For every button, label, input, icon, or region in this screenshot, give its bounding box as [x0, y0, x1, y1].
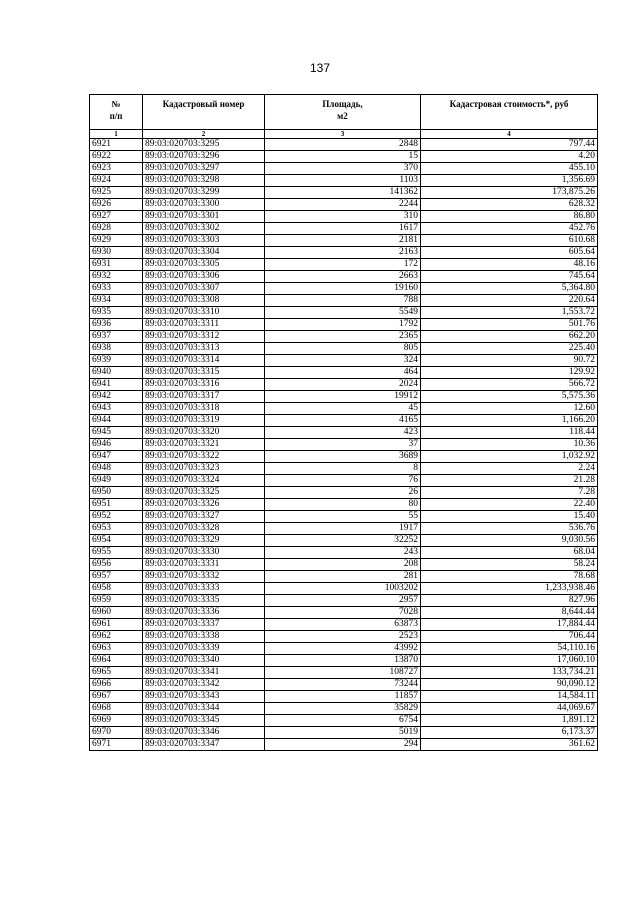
area-cell: 1917 [265, 523, 421, 535]
area-cell: 423 [265, 427, 421, 439]
row-index-cell: 6923 [90, 163, 143, 175]
cadastral-number-cell: 89:03:020703:3296 [143, 151, 265, 163]
cadastral-value-cell: 605.64 [421, 247, 598, 259]
table-row [90, 199, 598, 211]
row-index-cell: 6957 [90, 571, 143, 583]
table-row [90, 343, 598, 355]
cadastral-value-cell: 15.40 [421, 511, 598, 523]
area-cell: 2244 [265, 199, 421, 211]
column-number: 2 [143, 130, 265, 139]
row-index-cell: 6929 [90, 235, 143, 247]
cadastral-number-cell: 89:03:020703:3299 [143, 187, 265, 199]
cadastral-number-cell: 89:03:020703:3308 [143, 295, 265, 307]
row-index-cell: 6969 [90, 715, 143, 727]
row-index-cell: 6924 [90, 175, 143, 187]
cadastral-number-cell: 89:03:020703:3302 [143, 223, 265, 235]
table-row [90, 211, 598, 223]
cadastral-number-cell: 89:03:020703:3342 [143, 679, 265, 691]
header-cadastral-value-label: Кадастровая стоимость*, руб [449, 99, 569, 109]
cadastral-number-cell: 89:03:020703:3327 [143, 511, 265, 523]
table-row [90, 223, 598, 235]
area-cell: 5549 [265, 307, 421, 319]
row-index-cell: 6952 [90, 511, 143, 523]
cadastral-number-cell: 89:03:020703:3310 [143, 307, 265, 319]
area-cell: 2024 [265, 379, 421, 391]
header-index-symbol: № [111, 99, 121, 109]
table-row [90, 415, 598, 427]
row-index-cell: 6940 [90, 367, 143, 379]
cadastral-value-cell: 745.64 [421, 271, 598, 283]
cadastral-value-cell: 1,553.72 [421, 307, 598, 319]
area-cell: 1617 [265, 223, 421, 235]
row-index-cell: 6942 [90, 391, 143, 403]
table-row [90, 283, 598, 295]
cadastral-value-cell: 455.10 [421, 163, 598, 175]
table-row [90, 379, 598, 391]
cadastral-value-cell: 22.40 [421, 499, 598, 511]
row-index-cell: 6922 [90, 151, 143, 163]
cadastral-value-cell: 1,032.92 [421, 451, 598, 463]
cadastral-value-cell: 628.32 [421, 199, 598, 211]
table-row [90, 691, 598, 703]
area-cell: 5019 [265, 727, 421, 739]
area-cell: 281 [265, 571, 421, 583]
row-index-cell: 6950 [90, 487, 143, 499]
area-cell: 35829 [265, 703, 421, 715]
area-cell: 2848 [265, 139, 421, 151]
table-row [90, 523, 598, 535]
cadastral-number-cell: 89:03:020703:3344 [143, 703, 265, 715]
cadastral-value-cell: 44,069.67 [421, 703, 598, 715]
cadastral-number-cell: 89:03:020703:3335 [143, 595, 265, 607]
cadastral-value-cell: 536.76 [421, 523, 598, 535]
cadastral-number-cell: 89:03:020703:3340 [143, 655, 265, 667]
cadastral-number-cell: 89:03:020703:3318 [143, 403, 265, 415]
cadastral-number-cell: 89:03:020703:3298 [143, 175, 265, 187]
header-area-label: Площадь, [322, 99, 363, 109]
row-index-cell: 6928 [90, 223, 143, 235]
area-cell: 141362 [265, 187, 421, 199]
row-index-cell: 6934 [90, 295, 143, 307]
row-index-cell: 6959 [90, 595, 143, 607]
table-row [90, 727, 598, 739]
area-cell: 3689 [265, 451, 421, 463]
row-index-cell: 6926 [90, 199, 143, 211]
area-cell: 19160 [265, 283, 421, 295]
cadastral-number-cell: 89:03:020703:3325 [143, 487, 265, 499]
cadastral-number-cell: 89:03:020703:3303 [143, 235, 265, 247]
table-row [90, 331, 598, 343]
row-index-cell: 6960 [90, 607, 143, 619]
cadastral-value-cell: 78.68 [421, 571, 598, 583]
table-row [90, 511, 598, 523]
header-area-unit: м2 [337, 111, 348, 121]
table-row [90, 559, 598, 571]
row-index-cell: 6958 [90, 583, 143, 595]
cadastral-number-cell: 89:03:020703:3331 [143, 559, 265, 571]
header-cadastral-number-label: Кадастровый номер [162, 99, 245, 109]
cadastral-number-cell: 89:03:020703:3339 [143, 643, 265, 655]
cadastral-number-cell: 89:03:020703:3311 [143, 319, 265, 331]
table-row [90, 571, 598, 583]
row-index-cell: 6941 [90, 379, 143, 391]
table-row [90, 583, 598, 595]
area-cell: 55 [265, 511, 421, 523]
row-index-cell: 6970 [90, 727, 143, 739]
area-cell: 37 [265, 439, 421, 451]
row-index-cell: 6949 [90, 475, 143, 487]
cadastral-value-cell: 706.44 [421, 631, 598, 643]
cadastral-value-cell: 6,173.37 [421, 727, 598, 739]
cadastral-number-cell: 89:03:020703:3320 [143, 427, 265, 439]
cadastral-value-cell: 9,030.56 [421, 535, 598, 547]
cadastral-number-cell: 89:03:020703:3300 [143, 199, 265, 211]
area-cell: 76 [265, 475, 421, 487]
area-cell: 208 [265, 559, 421, 571]
cadastral-number-cell: 89:03:020703:3313 [143, 343, 265, 355]
area-cell: 324 [265, 355, 421, 367]
area-cell: 80 [265, 499, 421, 511]
cadastral-value-cell: 361.62 [421, 739, 598, 751]
cadastral-value-cell: 610.68 [421, 235, 598, 247]
area-cell: 13870 [265, 655, 421, 667]
cadastral-value-cell: 90,090.12 [421, 679, 598, 691]
cadastral-number-cell: 89:03:020703:3322 [143, 451, 265, 463]
area-cell: 2957 [265, 595, 421, 607]
cadastral-value-cell: 118.44 [421, 427, 598, 439]
table-row [90, 475, 598, 487]
cadastral-value-cell: 86.80 [421, 211, 598, 223]
row-index-cell: 6921 [90, 139, 143, 151]
cadastral-value-cell: 17,884.44 [421, 619, 598, 631]
row-index-cell: 6927 [90, 211, 143, 223]
area-cell: 7028 [265, 607, 421, 619]
cadastral-value-cell: 1,233,938.46 [421, 583, 598, 595]
table-row [90, 355, 598, 367]
cadastral-number-cell: 89:03:020703:3333 [143, 583, 265, 595]
cadastral-number-cell: 89:03:020703:3338 [143, 631, 265, 643]
cadastral-value-cell: 1,891.12 [421, 715, 598, 727]
table-row [90, 631, 598, 643]
header-index-abbr: п/п [109, 111, 123, 121]
row-index-cell: 6931 [90, 259, 143, 271]
header-cadastral-number [143, 95, 265, 130]
table-row [90, 715, 598, 727]
table-row [90, 175, 598, 187]
area-cell: 19912 [265, 391, 421, 403]
area-cell: 370 [265, 163, 421, 175]
cadastral-number-cell: 89:03:020703:3347 [143, 739, 265, 751]
cadastral-number-cell: 89:03:020703:3345 [143, 715, 265, 727]
table-row [90, 307, 598, 319]
cadastral-number-cell: 89:03:020703:3323 [143, 463, 265, 475]
cadastral-value-cell: 133,734.21 [421, 667, 598, 679]
row-index-cell: 6963 [90, 643, 143, 655]
cadastral-number-cell: 89:03:020703:3326 [143, 499, 265, 511]
header-index [90, 95, 143, 130]
area-cell: 2663 [265, 271, 421, 283]
cadastral-number-cell: 89:03:020703:3328 [143, 523, 265, 535]
cadastral-number-cell: 89:03:020703:3330 [143, 547, 265, 559]
area-cell: 1792 [265, 319, 421, 331]
area-cell: 6754 [265, 715, 421, 727]
cadastral-number-cell: 89:03:020703:3316 [143, 379, 265, 391]
table-row [90, 451, 598, 463]
area-cell: 45 [265, 403, 421, 415]
cadastral-value-cell: 8,644.44 [421, 607, 598, 619]
area-cell: 243 [265, 547, 421, 559]
row-index-cell: 6954 [90, 535, 143, 547]
row-index-cell: 6967 [90, 691, 143, 703]
row-index-cell: 6947 [90, 451, 143, 463]
table-row [90, 595, 598, 607]
row-index-cell: 6933 [90, 283, 143, 295]
cadastral-number-cell: 89:03:020703:3341 [143, 667, 265, 679]
row-index-cell: 6937 [90, 331, 143, 343]
row-index-cell: 6961 [90, 619, 143, 631]
area-cell: 2365 [265, 331, 421, 343]
table-row [90, 679, 598, 691]
area-cell: 2163 [265, 247, 421, 259]
area-cell: 32252 [265, 535, 421, 547]
table-body [90, 139, 598, 751]
row-index-cell: 6964 [90, 655, 143, 667]
cadastral-value-cell: 68.04 [421, 547, 598, 559]
table-row [90, 463, 598, 475]
cadastral-number-cell: 89:03:020703:3319 [143, 415, 265, 427]
area-cell: 1103 [265, 175, 421, 187]
cadastral-value-cell: 10.36 [421, 439, 598, 451]
row-index-cell: 6943 [90, 403, 143, 415]
table-row [90, 619, 598, 631]
cadastral-number-cell: 89:03:020703:3297 [143, 163, 265, 175]
cadastral-value-cell: 4.20 [421, 151, 598, 163]
table-row [90, 259, 598, 271]
table-row [90, 487, 598, 499]
cadastral-value-cell: 452.76 [421, 223, 598, 235]
cadastral-value-cell: 566.72 [421, 379, 598, 391]
area-cell: 4165 [265, 415, 421, 427]
cadastral-number-cell: 89:03:020703:3324 [143, 475, 265, 487]
cadastral-value-cell: 129.92 [421, 367, 598, 379]
table-row [90, 643, 598, 655]
row-index-cell: 6968 [90, 703, 143, 715]
cadastral-value-cell: 17,060.10 [421, 655, 598, 667]
table-row [90, 547, 598, 559]
table-row [90, 535, 598, 547]
table-row [90, 499, 598, 511]
table-row [90, 235, 598, 247]
column-number: 4 [421, 130, 598, 139]
row-index-cell: 6930 [90, 247, 143, 259]
area-cell: 805 [265, 343, 421, 355]
row-index-cell: 6938 [90, 343, 143, 355]
area-cell: 73244 [265, 679, 421, 691]
table-row [90, 319, 598, 331]
area-cell: 63873 [265, 619, 421, 631]
cadastral-number-cell: 89:03:020703:3337 [143, 619, 265, 631]
area-cell: 788 [265, 295, 421, 307]
row-index-cell: 6944 [90, 415, 143, 427]
cadastral-value-cell: 7.28 [421, 487, 598, 499]
cadastral-number-cell: 89:03:020703:3295 [143, 139, 265, 151]
row-index-cell: 6956 [90, 559, 143, 571]
table-row [90, 655, 598, 667]
table-row [90, 187, 598, 199]
cadastral-value-cell: 5,575.36 [421, 391, 598, 403]
cadastral-value-cell: 1,166.20 [421, 415, 598, 427]
row-index-cell: 6955 [90, 547, 143, 559]
row-index-cell: 6965 [90, 667, 143, 679]
header-area [265, 95, 421, 130]
table-row [90, 367, 598, 379]
table-row [90, 403, 598, 415]
cadastral-value-cell: 58.24 [421, 559, 598, 571]
table-row [90, 247, 598, 259]
cadastral-number-cell: 89:03:020703:3306 [143, 271, 265, 283]
cadastral-number-cell: 89:03:020703:3315 [143, 367, 265, 379]
row-index-cell: 6925 [90, 187, 143, 199]
cadastral-value-cell: 54,110.16 [421, 643, 598, 655]
cadastral-value-cell: 12.60 [421, 403, 598, 415]
row-index-cell: 6935 [90, 307, 143, 319]
area-cell: 26 [265, 487, 421, 499]
area-cell: 43992 [265, 643, 421, 655]
cadastral-number-cell: 89:03:020703:3305 [143, 259, 265, 271]
cadastral-number-cell: 89:03:020703:3312 [143, 331, 265, 343]
table-row [90, 295, 598, 307]
table-row [90, 163, 598, 175]
area-cell: 15 [265, 151, 421, 163]
row-index-cell: 6951 [90, 499, 143, 511]
row-index-cell: 6932 [90, 271, 143, 283]
cadastral-value-cell: 501.76 [421, 319, 598, 331]
row-index-cell: 6946 [90, 439, 143, 451]
area-cell: 8 [265, 463, 421, 475]
cadastral-number-cell: 89:03:020703:3329 [143, 535, 265, 547]
cadastral-number-cell: 89:03:020703:3332 [143, 571, 265, 583]
table-row [90, 667, 598, 679]
cadastral-value-cell: 48.16 [421, 259, 598, 271]
cadastral-number-cell: 89:03:020703:3336 [143, 607, 265, 619]
cadastral-number-cell: 89:03:020703:3346 [143, 727, 265, 739]
cadastral-number-cell: 89:03:020703:3307 [143, 283, 265, 295]
row-index-cell: 6936 [90, 319, 143, 331]
header-cadastral-value [421, 95, 598, 130]
row-index-cell: 6962 [90, 631, 143, 643]
row-index-cell: 6939 [90, 355, 143, 367]
area-cell: 294 [265, 739, 421, 751]
cadastral-value-cell: 173,875.26 [421, 187, 598, 199]
cadastral-value-cell: 220.64 [421, 295, 598, 307]
cadastral-number-cell: 89:03:020703:3304 [143, 247, 265, 259]
cadastral-number-cell: 89:03:020703:3314 [143, 355, 265, 367]
cadastral-table [89, 94, 598, 751]
table-row [90, 151, 598, 163]
area-cell: 464 [265, 367, 421, 379]
area-cell: 11857 [265, 691, 421, 703]
header-row [90, 95, 598, 130]
cadastral-number-cell: 89:03:020703:3343 [143, 691, 265, 703]
table-row [90, 139, 598, 151]
cadastral-value-cell: 662.20 [421, 331, 598, 343]
row-index-cell: 6971 [90, 739, 143, 751]
cadastral-value-cell: 225.40 [421, 343, 598, 355]
cadastral-value-cell: 2.24 [421, 463, 598, 475]
area-cell: 1003202 [265, 583, 421, 595]
table-row [90, 739, 598, 751]
cadastral-number-cell: 89:03:020703:3317 [143, 391, 265, 403]
area-cell: 310 [265, 211, 421, 223]
cadastral-value-cell: 797.44 [421, 139, 598, 151]
cadastral-value-cell: 14,584.11 [421, 691, 598, 703]
area-cell: 172 [265, 259, 421, 271]
cadastral-value-cell: 827.96 [421, 595, 598, 607]
table-row [90, 391, 598, 403]
row-index-cell: 6948 [90, 463, 143, 475]
page-number: 137 [309, 61, 331, 75]
cadastral-number-cell: 89:03:020703:3301 [143, 211, 265, 223]
area-cell: 108727 [265, 667, 421, 679]
cadastral-value-cell: 21.28 [421, 475, 598, 487]
area-cell: 2181 [265, 235, 421, 247]
column-number: 1 [90, 130, 143, 139]
table-row [90, 271, 598, 283]
cadastral-value-cell: 90.72 [421, 355, 598, 367]
cadastral-number-cell: 89:03:020703:3321 [143, 439, 265, 451]
row-index-cell: 6945 [90, 427, 143, 439]
column-number: 3 [265, 130, 421, 139]
column-number-row [90, 130, 598, 139]
table-row [90, 427, 598, 439]
area-cell: 2523 [265, 631, 421, 643]
table-row [90, 439, 598, 451]
table-row [90, 607, 598, 619]
table-row [90, 703, 598, 715]
row-index-cell: 6953 [90, 523, 143, 535]
row-index-cell: 6966 [90, 679, 143, 691]
cadastral-value-cell: 5,364.80 [421, 283, 598, 295]
cadastral-value-cell: 1,356.69 [421, 175, 598, 187]
